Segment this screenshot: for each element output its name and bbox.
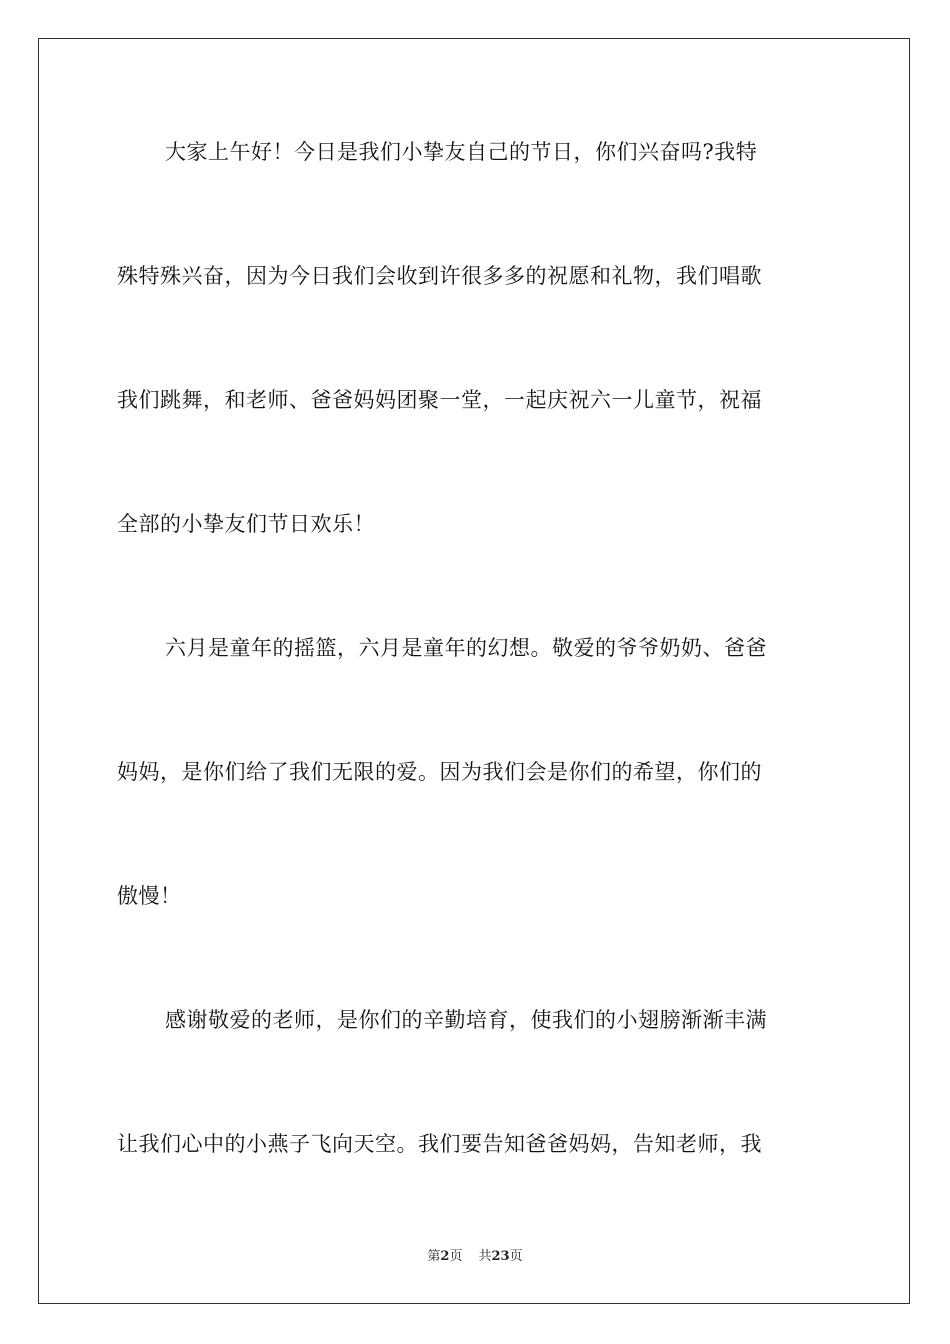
paragraph-1-line-2: 殊特殊兴奋，因为今日我们会收到许很多多的祝愿和礼物，我们唱歌 (117, 264, 762, 288)
paragraph-3-line-1: 感谢敬爱的老师，是你们的辛勤培育，使我们的小翅膀渐渐丰满 (165, 1008, 767, 1032)
page-suffix: 页 (449, 1249, 463, 1264)
page-frame (38, 38, 910, 1304)
paragraph-1-line-4: 全部的小挚友们节日欢乐！ (117, 512, 375, 536)
paragraph-2-line-3: 傲慢！ (117, 884, 182, 908)
paragraph-2-line-2: 妈妈，是你们给了我们无限的爱。因为我们会是你们的希望，你们的 (117, 760, 762, 784)
page-number: 2 (440, 1249, 450, 1264)
total-pages: 23 (491, 1249, 510, 1264)
total-prefix: 共 (478, 1249, 492, 1264)
paragraph-2-line-1: 六月是童年的摇篮，六月是童年的幻想。敬爱的爷爷奶奶、爸爸 (165, 636, 767, 660)
page-footer (0, 1248, 950, 1266)
total-suffix: 页 (509, 1249, 523, 1264)
paragraph-1-line-1: 大家上午好！今日是我们小挚友自己的节日，你们兴奋吗?我特 (165, 140, 758, 164)
paragraph-1-line-3: 我们跳舞，和老师、爸爸妈妈团聚一堂，一起庆祝六一儿童节，祝福 (117, 388, 762, 412)
page-prefix: 第 (427, 1249, 441, 1264)
paragraph-3-line-2: 让我们心中的小燕子飞向天空。我们要告知爸爸妈妈，告知老师，我 (117, 1132, 762, 1156)
